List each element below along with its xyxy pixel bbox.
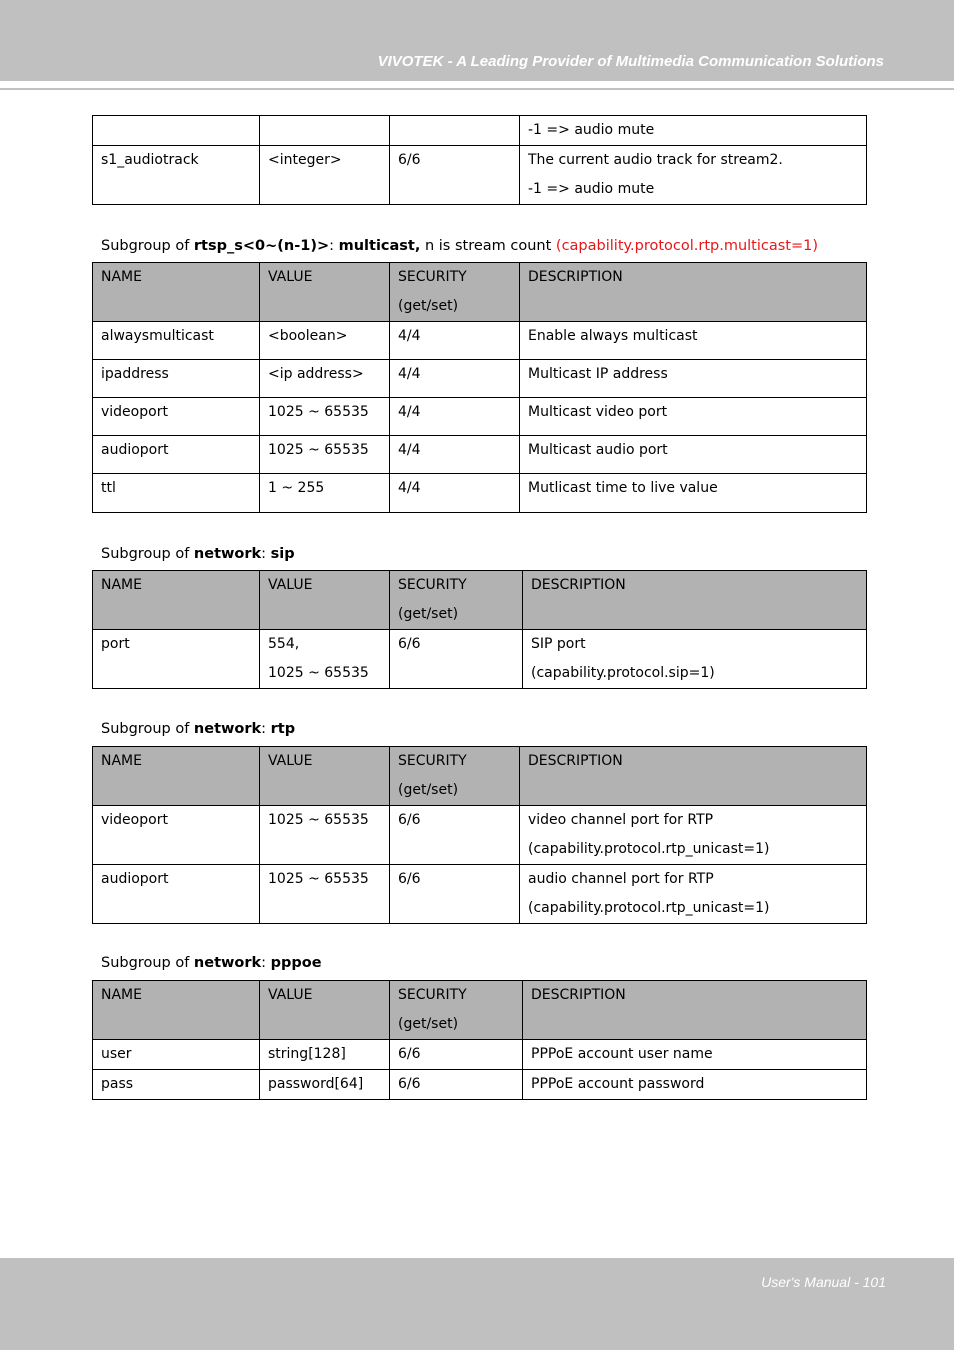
header-text: DESCRIPTION [528,753,623,769]
name-cell [93,436,260,474]
column-header-value [260,571,390,630]
header-text: SECURITY [398,987,467,1003]
table-row [93,322,867,360]
value-cell [260,360,390,398]
table-row [93,398,867,436]
column-header-security [390,747,520,806]
name-cell [93,360,260,398]
description-line: The current audio track for stream2. [528,152,783,168]
security-cell [390,474,520,513]
header-text: NAME [101,753,142,769]
value-text: <boolean> [268,328,348,344]
description-line: (capability.protocol.rtp_unicast=1) [528,841,770,857]
column-header-value [260,747,390,806]
security-cell [390,806,520,865]
column-header-security [390,981,523,1040]
name-cell [93,1070,260,1100]
security-text: 6/6 [398,1046,421,1062]
subtitle-sep: : [261,955,271,971]
subtitle-sep: : [261,546,271,562]
value-cell [260,630,390,689]
name-text: audioport [101,442,169,458]
security-text: 4/4 [398,404,421,420]
value-line: 554, [268,636,300,652]
header-text: VALUE [268,269,313,285]
table-row [93,474,867,513]
description-text: Multicast video port [528,404,668,420]
header-text: (get/set) [398,1016,459,1032]
value-cell [260,474,390,513]
page-footer [0,1258,954,1350]
column-header-name [93,263,260,322]
column-header-security [390,571,523,630]
subtitle-group: network [193,546,262,562]
description-cell [520,865,867,924]
audio-track-table-continued [92,115,866,205]
security-cell [390,116,520,146]
table-row [93,116,867,146]
pppoe-table [92,980,866,1100]
subtitle-name: sip [270,546,295,562]
table-row [93,436,867,474]
name-text: pass [101,1076,134,1092]
table-row [93,1040,867,1070]
header-text: DESCRIPTION [531,987,626,1003]
name-cell [93,1040,260,1070]
table-row [93,146,867,205]
value-text: 1025 ~ 65535 [268,871,369,887]
security-cell [390,1040,523,1070]
description-cell [520,146,867,205]
name-text: alwaysmulticast [101,328,214,344]
column-header-description [520,747,867,806]
security-cell [390,630,523,689]
security-cell [390,398,520,436]
subtitle-group: network [193,721,262,737]
security-text: 6/6 [398,871,421,887]
header-text: NAME [101,577,142,593]
security-text: 6/6 [398,812,421,828]
description-cell [520,360,867,398]
value-cell [260,146,390,205]
description-cell [520,436,867,474]
value-line: 1025 ~ 65535 [268,665,369,681]
header-text: NAME [101,269,142,285]
description-text: Enable always multicast [528,328,698,344]
description-text: Multicast audio port [528,442,668,458]
value-cell [260,1070,390,1100]
table-header-row [93,747,867,806]
table-row [93,806,867,865]
column-header-description [520,263,867,322]
rtp-subtitle [101,721,295,737]
description-text: PPPoE account user name [531,1046,713,1062]
header-text: (get/set) [398,606,459,622]
value-text: 1025 ~ 65535 [268,404,369,420]
description-line: -1 => audio mute [528,122,655,138]
description-cell [523,1040,867,1070]
description-text: PPPoE account password [531,1076,705,1092]
name-cell [93,806,260,865]
security-cell [390,146,520,205]
description-text: Multicast IP address [528,366,668,382]
security-text: 6/6 [398,1076,421,1092]
column-header-value [260,263,390,322]
security-cell [390,322,520,360]
value-text: password[64] [268,1076,364,1092]
header-title: VIVOTEK - A Leading Provider of Multimedia Communication Solutions [377,53,884,70]
table-row [93,865,867,924]
subtitle-prefix: Subgroup of [101,955,194,971]
value-cell [260,436,390,474]
name-cell [93,865,260,924]
column-header-name [93,981,260,1040]
multicast-subtitle [101,238,818,254]
name-text: ipaddress [101,366,169,382]
column-header-security [390,263,520,322]
multicast-table [92,262,866,513]
value-text: <integer> [268,152,342,168]
security-cell [390,1070,523,1100]
security-cell [390,865,520,924]
page-number-label: User's Manual - 101 [761,1274,886,1290]
header-text: SECURITY [398,577,467,593]
security-text: 4/4 [398,480,421,496]
value-text: 1025 ~ 65535 [268,442,369,458]
subtitle-capability: (capability.protocol.rtp.multicast=1) [555,238,819,254]
description-line: SIP port [531,636,586,652]
description-cell [523,630,867,689]
name-cell [93,398,260,436]
description-line: video channel port for RTP [528,812,714,828]
header-text: VALUE [268,753,313,769]
subtitle-name: rtp [270,721,296,737]
security-cell [390,436,520,474]
table-row [93,360,867,398]
subtitle-suffix: n is stream count [420,238,556,254]
name-cell [93,146,260,205]
subtitle-sep: : [261,721,271,737]
column-header-description [523,571,867,630]
header-text: DESCRIPTION [531,577,626,593]
value-text: string[128] [268,1046,346,1062]
subtitle-name: multicast, [338,238,421,254]
description-cell [520,116,867,146]
subtitle-prefix: Subgroup of [101,721,194,737]
value-text: 1025 ~ 65535 [268,812,369,828]
security-cell [390,360,520,398]
header-text: (get/set) [398,298,459,314]
subtitle-sep: : [329,238,339,254]
pppoe-subtitle [101,955,322,971]
value-cell [260,116,390,146]
description-cell [520,398,867,436]
subtitle-prefix: Subgroup of [101,546,194,562]
name-text: s1_audiotrack [101,152,199,168]
description-line: (capability.protocol.sip=1) [531,665,715,681]
column-header-value [260,981,390,1040]
column-header-name [93,747,260,806]
name-text: port [101,636,130,652]
table-header-row [93,263,867,322]
column-header-description [523,981,867,1040]
value-cell [260,1040,390,1070]
name-cell [93,630,260,689]
subtitle-group: rtsp_s<0~(n-1)> [193,238,330,254]
security-text: 4/4 [398,442,421,458]
description-text: Mutlicast time to live value [528,480,718,496]
security-text: 4/4 [398,328,421,344]
security-text: 4/4 [398,366,421,382]
name-cell [93,116,260,146]
header-text: SECURITY [398,269,467,285]
name-text: videoport [101,404,168,420]
subtitle-group: network [193,955,262,971]
page-header [0,0,954,81]
name-text: user [101,1046,132,1062]
value-cell [260,398,390,436]
name-cell [93,322,260,360]
rtp-table [92,746,866,924]
name-text: audioport [101,871,169,887]
value-cell [260,322,390,360]
sip-subtitle [101,546,295,562]
description-cell [520,322,867,360]
table-header-row [93,981,867,1040]
table-row [93,1070,867,1100]
value-text: <ip address> [268,366,364,382]
header-text: VALUE [268,577,313,593]
value-text: 1 ~ 255 [268,480,325,496]
description-line: (capability.protocol.rtp_unicast=1) [528,900,770,916]
header-text: SECURITY [398,753,467,769]
description-line: -1 => audio mute [528,181,655,197]
subtitle-name: pppoe [270,955,322,971]
security-text: 6/6 [398,152,421,168]
header-text: VALUE [268,987,313,1003]
description-cell [520,806,867,865]
header-rule [0,88,954,90]
security-text: 6/6 [398,636,421,652]
subtitle-prefix: Subgroup of [101,238,194,254]
description-line: audio channel port for RTP [528,871,714,887]
header-text: DESCRIPTION [528,269,623,285]
description-cell [523,1070,867,1100]
table-header-row [93,571,867,630]
value-cell [260,806,390,865]
table-row [93,630,867,689]
name-cell [93,474,260,513]
column-header-name [93,571,260,630]
name-text: videoport [101,812,168,828]
description-cell [520,474,867,513]
name-text: ttl [101,480,116,496]
value-cell [260,865,390,924]
header-text: (get/set) [398,782,459,798]
sip-table [92,570,866,689]
header-text: NAME [101,987,142,1003]
